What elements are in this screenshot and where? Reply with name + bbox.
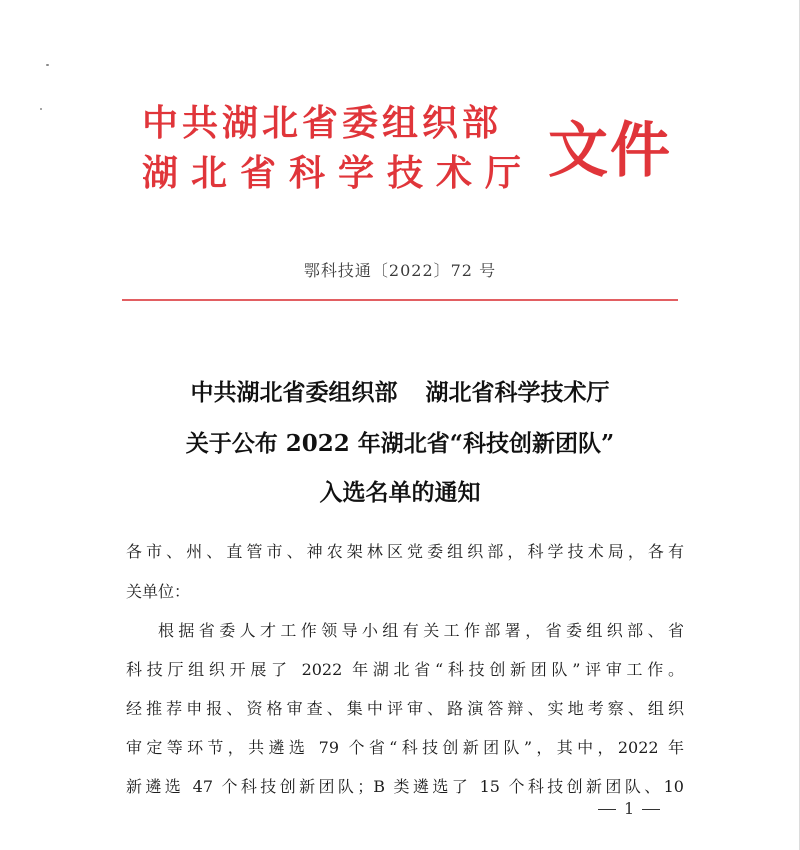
scan-speck <box>46 64 49 66</box>
body-line: 根据省委人才工作领导小组有关工作部署，省委组织部、省 <box>158 621 684 640</box>
title-issuer-2: 湖北省科学技术厅 <box>425 379 610 406</box>
page-number: 1 <box>624 799 635 818</box>
body-line: 新遴选 47 个科技创新团队；B 类遴选了 15 个科技创新团队、10 <box>126 777 684 796</box>
red-divider <box>122 299 678 301</box>
document-title-line-2: 关于公布 2022 年湖北省“科技创新团队” <box>185 430 615 457</box>
document-word: 文件 <box>548 116 672 186</box>
document-title-line-3: 入选名单的通知 <box>319 479 481 506</box>
footer-dash <box>598 809 616 810</box>
red-header <box>0 96 800 206</box>
title-issuer-1: 中共湖北省委组织部 <box>190 379 398 406</box>
body-line: 关单位： <box>126 582 191 601</box>
body-line: 审定等环节，共遴选 79 个省“科技创新团队”，其中，2022 年 <box>126 738 684 757</box>
page-footer <box>598 799 660 818</box>
body-line: 科技厅组织开展了 2022 年湖北省“科技创新团队”评审工作。 <box>126 660 684 679</box>
body-line: 经推荐申报、资格审查、集中评审、路演答辩、实地考察、组织 <box>126 699 684 718</box>
document-number: 鄂科技通〔2022〕72 号 <box>303 261 497 280</box>
issuer-name-2: 湖北省科学技术厅 <box>142 153 535 194</box>
issuer-name-1: 中共湖北省委组织部 <box>142 103 503 144</box>
body-line: 各市、州、直管市、神农架林区党委组织部，科学技术局，各有 <box>126 542 684 561</box>
footer-dash <box>642 809 660 810</box>
document-title-line-1 <box>0 374 800 407</box>
